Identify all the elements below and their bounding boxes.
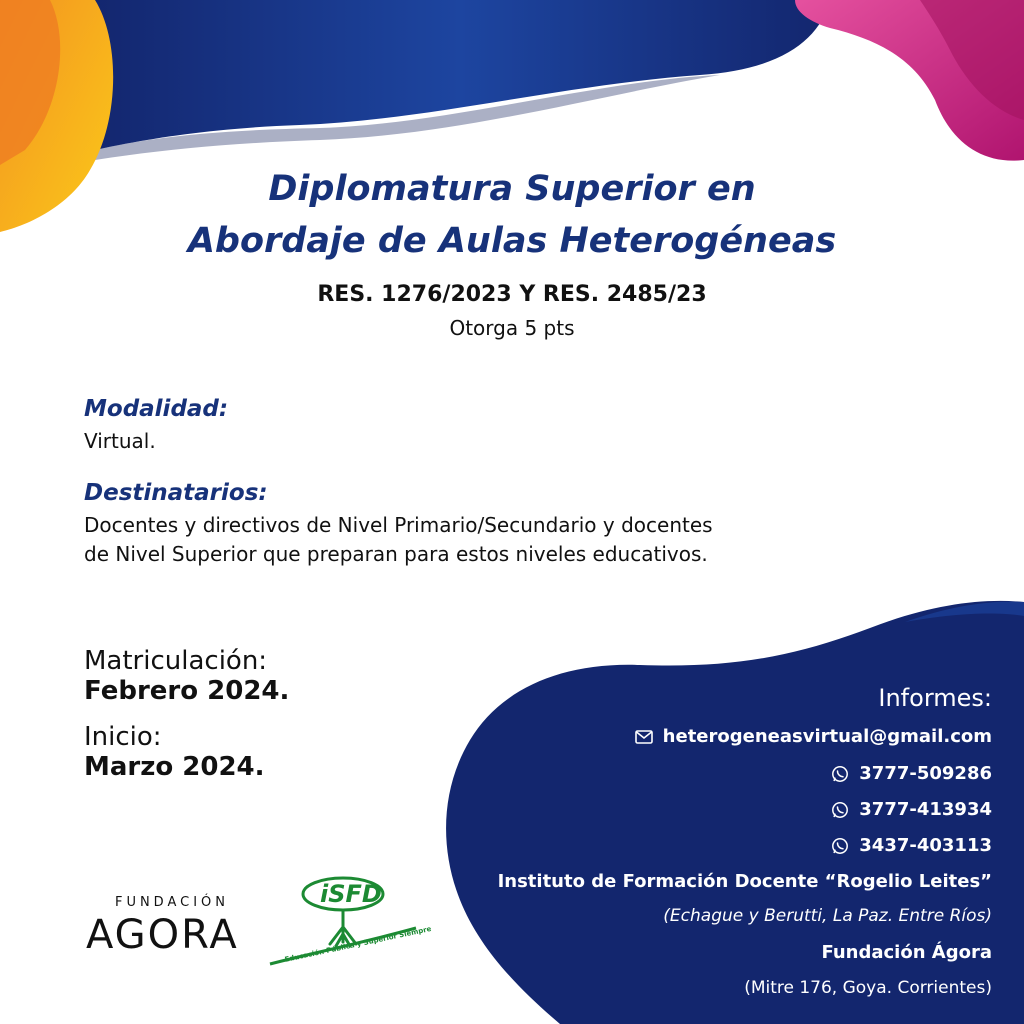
phone-row-1[interactable]: [831, 763, 992, 784]
title-line-1: Diplomatura Superior en: [268, 169, 756, 209]
destinatarios-label: Destinatarios:: [84, 480, 268, 506]
inicio-value: Marzo 2024.: [84, 752, 265, 782]
isfd-tagline: Educación Pública y Superior Siempre: [284, 924, 433, 964]
modalidad-value: Virtual.: [84, 429, 156, 453]
institute-name: Instituto de Formación Docente “Rogelio Leites”: [497, 871, 992, 892]
email-row[interactable]: [635, 726, 992, 747]
isfd-logo-text: iSFD: [320, 880, 382, 908]
title-line-2: Abordaje de Aulas Heterogéneas: [187, 221, 837, 261]
email-text[interactable]: heterogeneasvirtual@gmail.com: [662, 726, 992, 747]
phone-text-2[interactable]: 3777-413934: [859, 799, 992, 820]
matriculacion-label: Matriculación:: [84, 646, 268, 676]
phone-text-1[interactable]: 3777-509286: [859, 763, 992, 784]
matriculacion-value: Febrero 2024.: [84, 676, 290, 706]
points-text: Otorga 5 pts: [449, 316, 575, 340]
agora-logo-small-text: FUNDACIÓN: [114, 895, 230, 910]
destinatarios-line-1: Docentes y directivos de Nivel Primario/Secundario y docentes: [84, 513, 713, 537]
whatsapp-icon: [831, 765, 849, 783]
inicio-label: Inicio:: [84, 722, 162, 752]
top-wave-shape: [90, 0, 830, 150]
institute-address: (Echague y Berutti, La Paz. Entre Ríos): [663, 906, 992, 926]
foundation-address: (Mitre 176, Goya. Corrientes): [744, 978, 992, 998]
whatsapp-icon: [831, 801, 849, 819]
resolution-text: RES. 1276/2023 Y RES. 2485/23: [317, 282, 707, 307]
whatsapp-icon: [831, 837, 849, 855]
phone-row-2[interactable]: [831, 799, 992, 820]
agora-logo-text: AGORA: [86, 912, 239, 958]
phone-row-3[interactable]: [831, 835, 992, 856]
foundation-name: Fundación Ágora: [821, 942, 992, 963]
modalidad-label: Modalidad:: [84, 396, 229, 422]
informes-title: Informes:: [878, 684, 992, 712]
destinatarios-line-2: de Nivel Superior que preparan para estos niveles educativos.: [84, 542, 708, 566]
phone-text-3[interactable]: 3437-403113: [859, 835, 992, 856]
mail-icon: [635, 730, 653, 744]
